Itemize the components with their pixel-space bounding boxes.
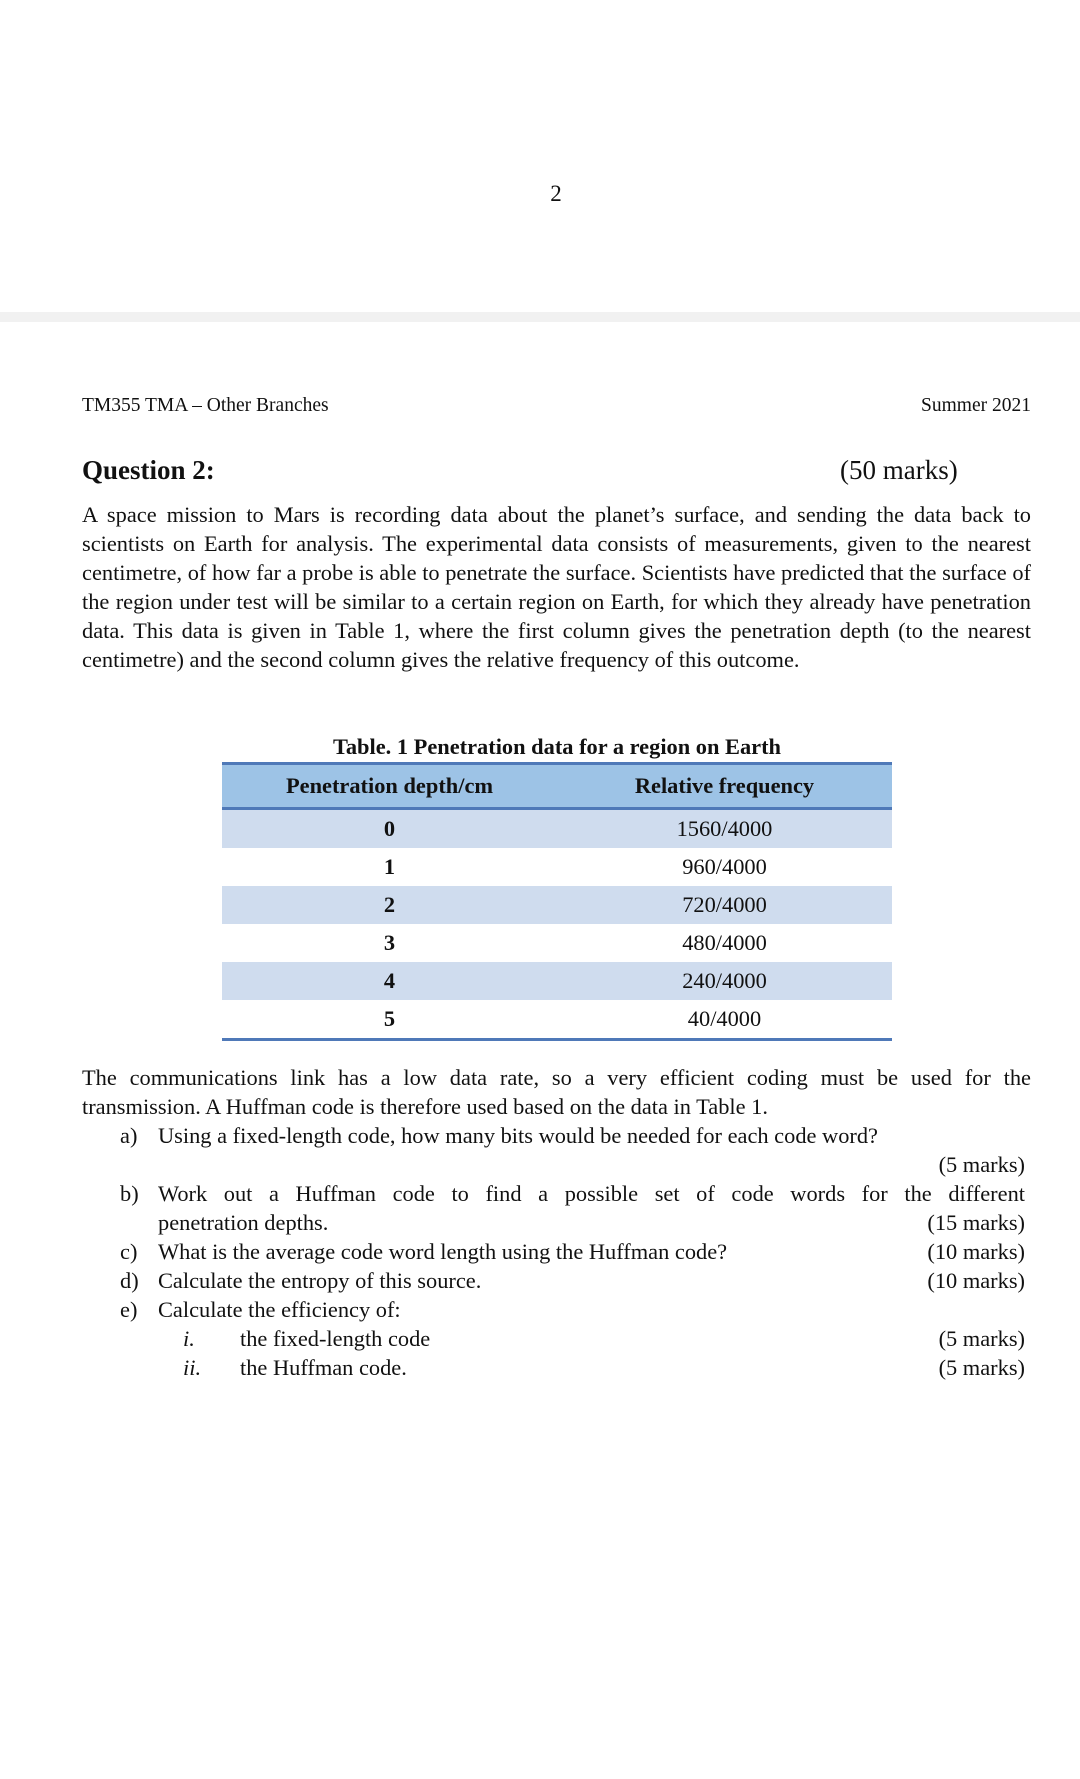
part-b-cont <box>82 1208 1025 1237</box>
header-course: TM355 TMA – Other Branches <box>82 395 329 416</box>
depth-cell: 3 <box>383 930 396 955</box>
depth-cell: 5 <box>222 1000 557 1040</box>
table-row <box>222 886 892 924</box>
part-text: Calculate the entropy of this source. <box>158 1268 482 1293</box>
subpart-marks: (5 marks) <box>938 1355 1025 1380</box>
header-term: Summer 2021 <box>921 395 1031 416</box>
part-text: Calculate the efficiency of: <box>158 1297 401 1322</box>
subpart-label: ii. <box>183 1355 202 1380</box>
depth-cell: 1 <box>383 854 396 879</box>
table-row <box>222 1000 892 1040</box>
part-text: penetration depths. <box>158 1210 329 1235</box>
part-e-ii <box>82 1353 1025 1382</box>
followup-paragraph: The communications link has a low data rate, so a very efficient coding must be used for the transmission. A Huffman code is therefore used based on the data in Table 1. <box>82 1065 1031 1119</box>
part-text: Work out a Huffman code to find a possible set of code words for the different <box>158 1181 1025 1206</box>
depth-cell: 4 <box>222 962 557 1000</box>
table-row <box>222 848 892 886</box>
part-c <box>82 1237 1025 1266</box>
table-row <box>222 962 892 1000</box>
page-separator <box>0 312 1080 322</box>
question-marks: (50 marks) <box>840 455 958 485</box>
subpart-marks: (5 marks) <box>938 1326 1025 1351</box>
part-marks: (5 marks) <box>938 1152 1025 1177</box>
intro-paragraph: A space mission to Mars is recording data about the planet’s surface, and sending the data back to scientists on Earth for analysis. The experimental data consists of measurements, given to the nearest centimetre, of how far a probe is able to penetrate the surface. Scientists have predicted that the surface of the region under test will be similar to a certain region on Earth, for which they already have penetration data. This data is given in Table 1, where the first column gives the penetration depth (to the nearest centimetre) and the second column gives the relative frequency of this outcome. <box>82 502 1031 672</box>
part-label: e) <box>120 1297 138 1322</box>
penetration-table <box>222 762 892 1041</box>
part-marks: (10 marks) <box>927 1268 1025 1293</box>
part-label: c) <box>120 1239 138 1264</box>
table-row <box>222 809 892 849</box>
column-header: Relative frequency <box>557 764 892 809</box>
part-marks: (10 marks) <box>927 1239 1025 1264</box>
page-number: 2 <box>550 181 562 206</box>
part-text: Using a fixed-length code, how many bits would be needed for each code word? <box>158 1123 878 1148</box>
frequency-cell: 960/4000 <box>682 854 767 879</box>
frequency-cell: 480/4000 <box>682 930 767 955</box>
subpart-text: the Huffman code. <box>240 1355 407 1380</box>
part-label: a) <box>120 1123 138 1148</box>
question-title: Question 2: <box>82 455 215 485</box>
question-parts <box>82 1121 1025 1382</box>
part-marks: (15 marks) <box>927 1210 1025 1235</box>
frequency-cell: 1560/4000 <box>557 809 892 849</box>
part-e <box>82 1295 1025 1324</box>
column-header: Penetration depth/cm <box>222 764 557 809</box>
subpart-text: the fixed-length code <box>240 1326 431 1351</box>
frequency-cell: 40/4000 <box>557 1000 892 1040</box>
part-e-i <box>82 1324 1025 1353</box>
table-row <box>222 924 892 962</box>
part-d <box>82 1266 1025 1295</box>
depth-cell: 2 <box>222 886 557 924</box>
frequency-cell: 720/4000 <box>557 886 892 924</box>
part-a <box>82 1121 1025 1150</box>
running-header <box>82 395 1031 417</box>
part-label: d) <box>120 1268 139 1293</box>
part-text: What is the average code word length using the Huffman code? <box>158 1239 728 1264</box>
frequency-cell: 240/4000 <box>557 962 892 1000</box>
part-label: b) <box>120 1181 139 1206</box>
depth-cell: 0 <box>222 809 557 849</box>
part-a-marks-row <box>82 1150 1025 1179</box>
subpart-label: i. <box>183 1326 195 1351</box>
part-b <box>82 1179 1025 1208</box>
table-caption: Table. 1 Penetration data for a region on Earth <box>332 734 782 759</box>
